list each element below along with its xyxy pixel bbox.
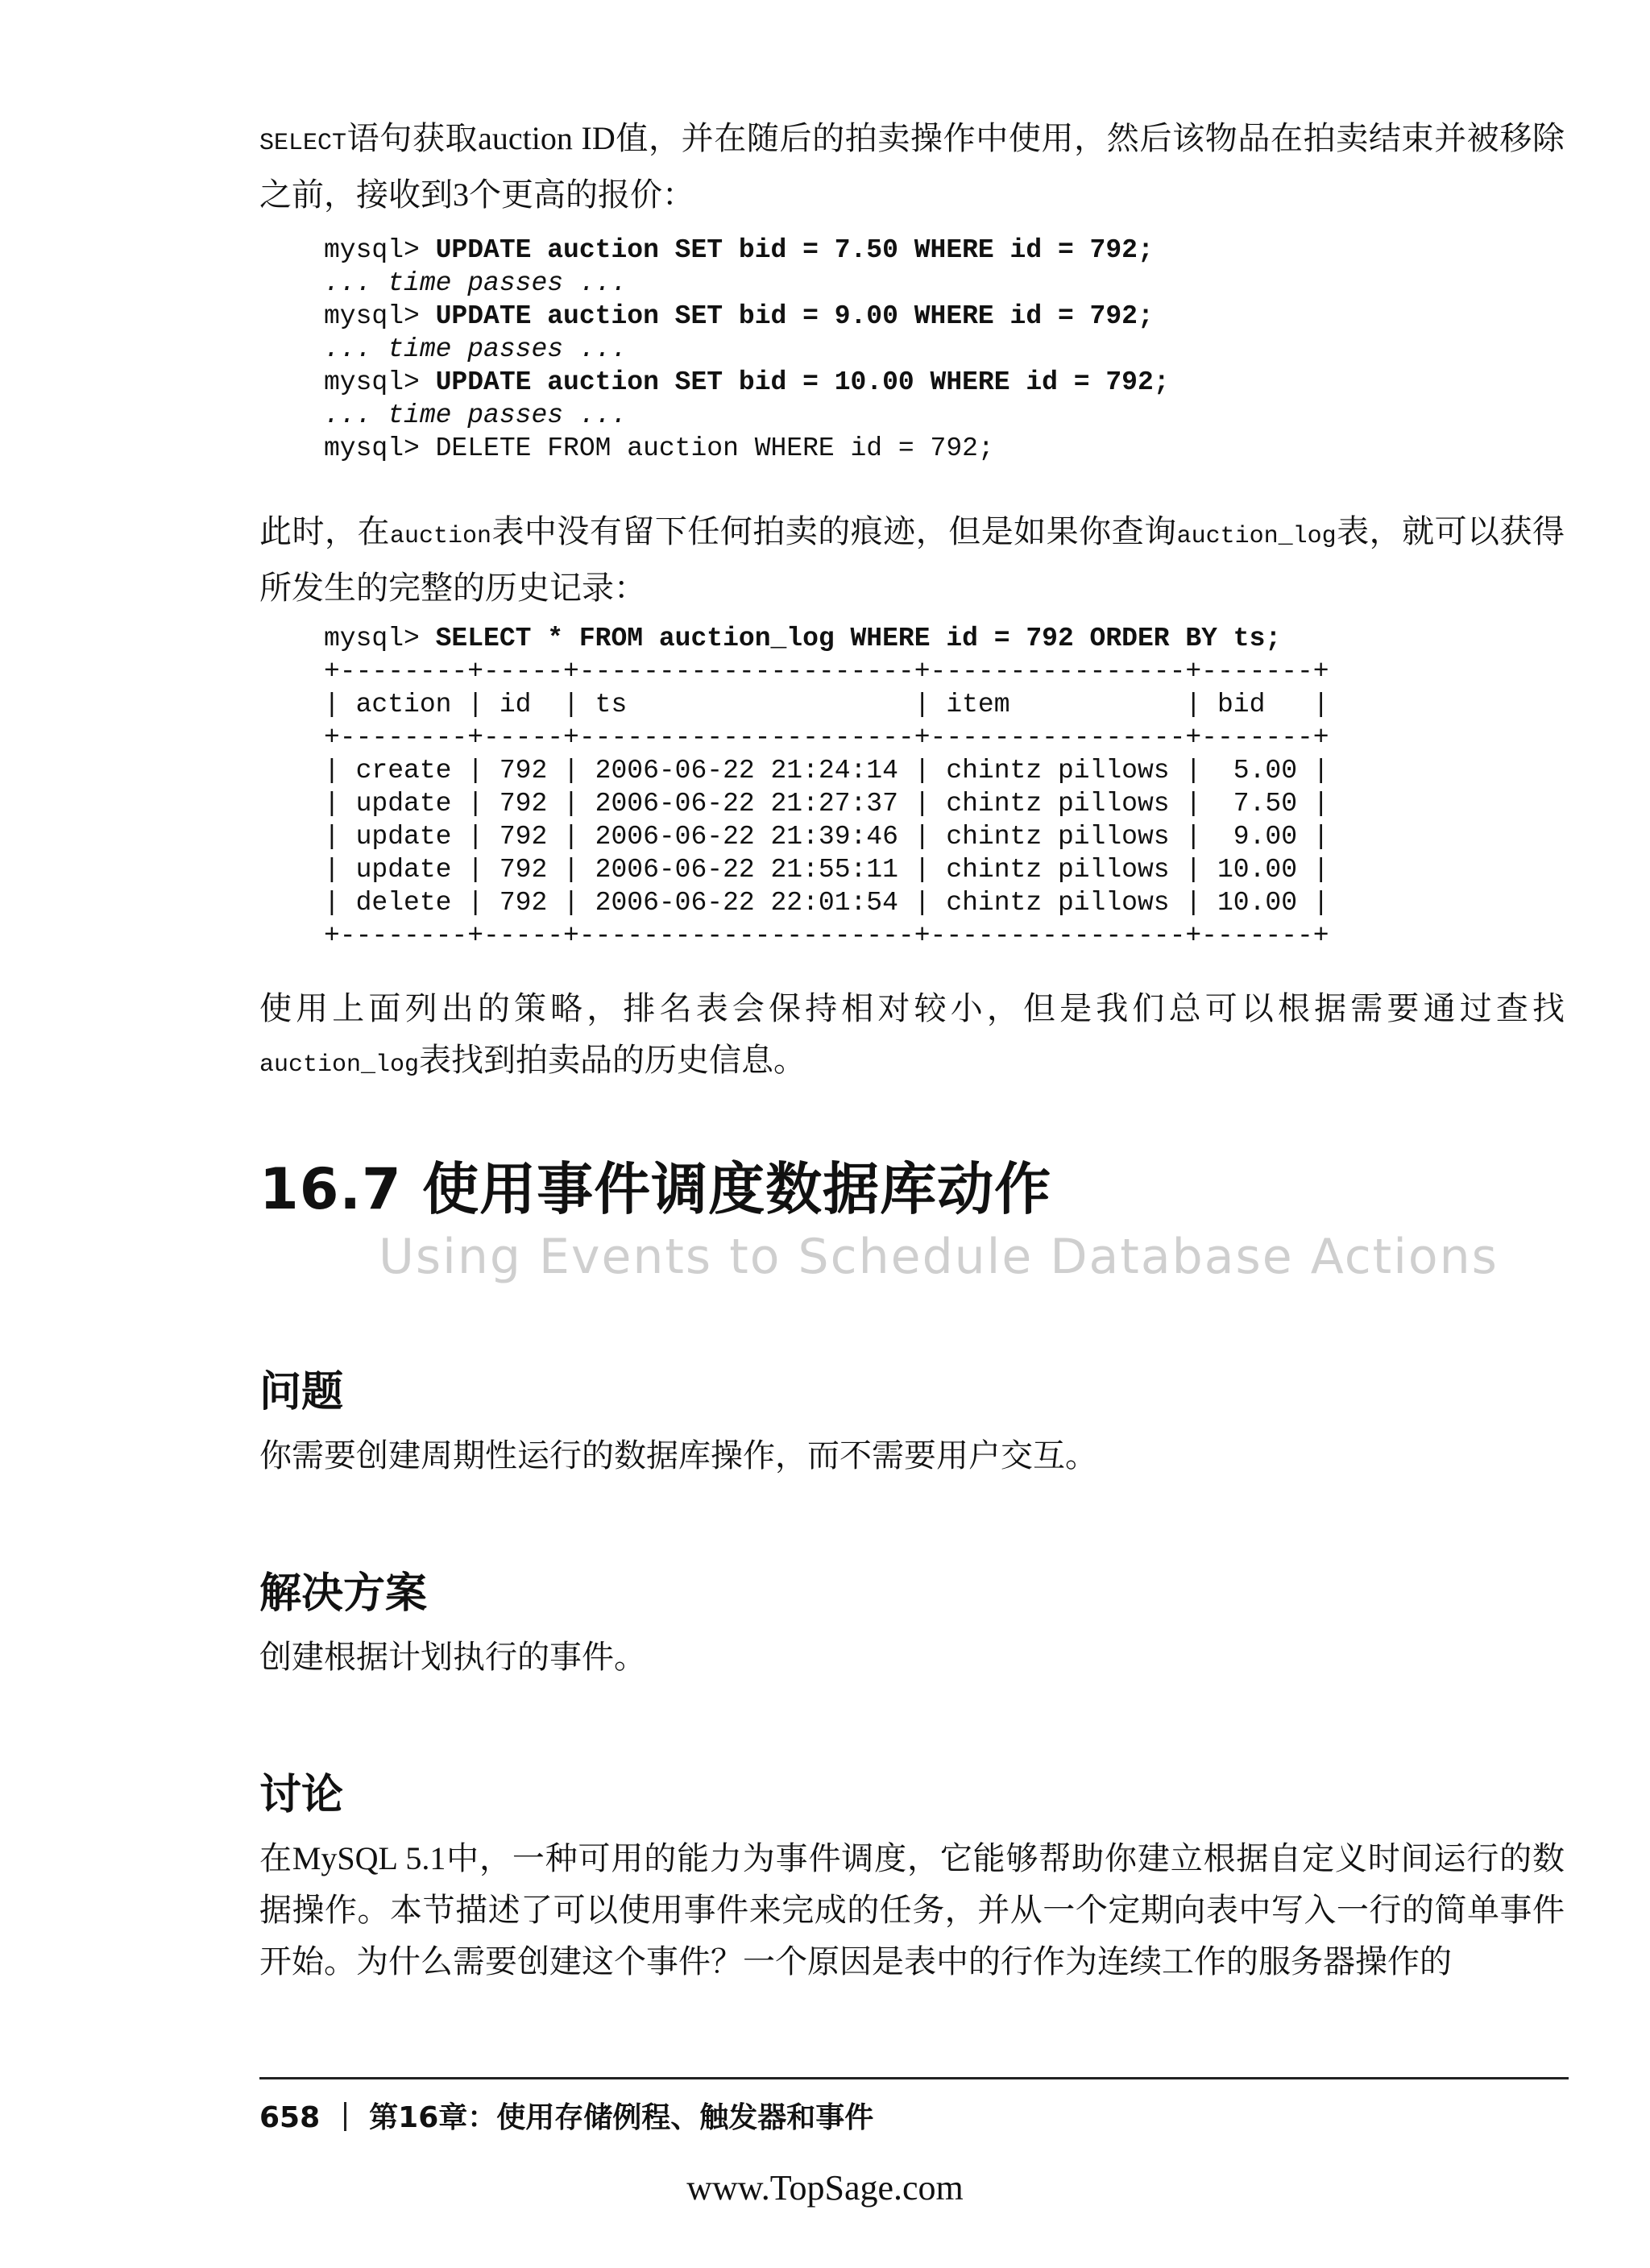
website-watermark: www.TopSage.com bbox=[686, 2168, 964, 2208]
table-header: | action | id | ts | item | bid | bbox=[324, 690, 1329, 719]
table-row: | update | 792 | 2006-06-22 21:39:46 | chintz pillows | 9.00 | bbox=[324, 822, 1329, 852]
problem-heading: 问题 bbox=[259, 1368, 344, 1416]
table-border: +--------+-----+---------------------+----------------+-------+ bbox=[324, 921, 1329, 951]
code-line: mysql> UPDATE auction SET bid = 10.00 WHERE id = 792; bbox=[324, 367, 1170, 397]
inline-code-auction: auction bbox=[389, 523, 491, 550]
table-row: | create | 792 | 2006-06-22 21:24:14 | chintz pillows | 5.00 | bbox=[324, 756, 1329, 786]
table-border: +--------+-----+---------------------+----------------+-------+ bbox=[324, 657, 1329, 686]
inline-code-select: SELECT bbox=[259, 130, 347, 157]
code-comment: ... time passes ... bbox=[324, 400, 628, 430]
code-comment: ... time passes ... bbox=[324, 268, 628, 298]
inline-code-auction-log: auction_log bbox=[1176, 523, 1337, 550]
footer-separator bbox=[344, 2102, 346, 2131]
inline-code-auction-log: auction_log bbox=[259, 1051, 420, 1079]
code-line: mysql> UPDATE auction SET bid = 9.00 WHERE id = 792; bbox=[324, 301, 1154, 331]
solution-text: 创建根据计划执行的事件。 bbox=[259, 1639, 646, 1675]
discussion-text: 在MySQL 5.1中，一种可用的能力为事件调度，它能够帮助你建立根据自定义时间运行的数据操作。本节描述了可以使用事件来完成的任务，并从一个定期向表中写入一行的简单事件开始。为什么需要创建这个事件？一个原因是表中的行作为连续工作的服务器操作的 bbox=[259, 1840, 1565, 1980]
solution-heading: 解决方案 bbox=[259, 1569, 428, 1618]
discussion-heading: 讨论 bbox=[259, 1771, 344, 1819]
problem-text: 你需要创建周期性运行的数据库操作，而不需要用户交互。 bbox=[259, 1437, 1097, 1474]
code-block-query-result bbox=[324, 622, 1329, 952]
table-row: | update | 792 | 2006-06-22 21:27:37 | chintz pillows | 7.50 | bbox=[324, 789, 1329, 819]
strategy-paragraph: 使用上面列出的策略，排名表会保持相对较小，但是我们总可以根据需要通过查找auction_log表找到拍卖品的历史信息。 bbox=[259, 990, 1565, 1079]
code-comment: ... time passes ... bbox=[324, 334, 628, 364]
page-number: 658 bbox=[259, 2101, 321, 2134]
section-subtitle: Using Events to Schedule Database Actions bbox=[379, 1229, 1499, 1285]
auction-log-paragraph: 此时，在auction表中没有留下任何拍卖的痕迹，但是如果你查询auction_log表，就可以获得所发生的完整的历史记录： bbox=[259, 513, 1565, 606]
table-border: +--------+-----+---------------------+----------------+-------+ bbox=[324, 723, 1329, 753]
page-footer bbox=[259, 2095, 873, 2136]
intro-text: 语句获取auction ID值，并在随后的拍卖操作中使用，然后该物品在拍卖结束并被移除之前，接收到3个更高的报价： bbox=[259, 120, 1565, 213]
section-title: 16.7 使用事件调度数据库动作 bbox=[259, 1156, 1052, 1222]
code-line: mysql> UPDATE auction SET bid = 7.50 WHERE id = 792; bbox=[324, 235, 1154, 265]
code-block-updates bbox=[324, 234, 1170, 465]
table-row: | update | 792 | 2006-06-22 21:55:11 | chintz pillows | 10.00 | bbox=[324, 855, 1329, 885]
code-line: mysql> SELECT * FROM auction_log WHERE id = 792 ORDER BY ts; bbox=[324, 624, 1282, 653]
code-line: mysql> DELETE FROM auction WHERE id = 792; bbox=[324, 433, 994, 463]
intro-paragraph bbox=[259, 113, 1565, 221]
table-row: | delete | 792 | 2006-06-22 22:01:54 | chintz pillows | 10.00 | bbox=[324, 888, 1329, 918]
chapter-title: 第16章：使用存储例程、触发器和事件 bbox=[369, 2101, 874, 2134]
footer-rule bbox=[259, 2077, 1569, 2079]
